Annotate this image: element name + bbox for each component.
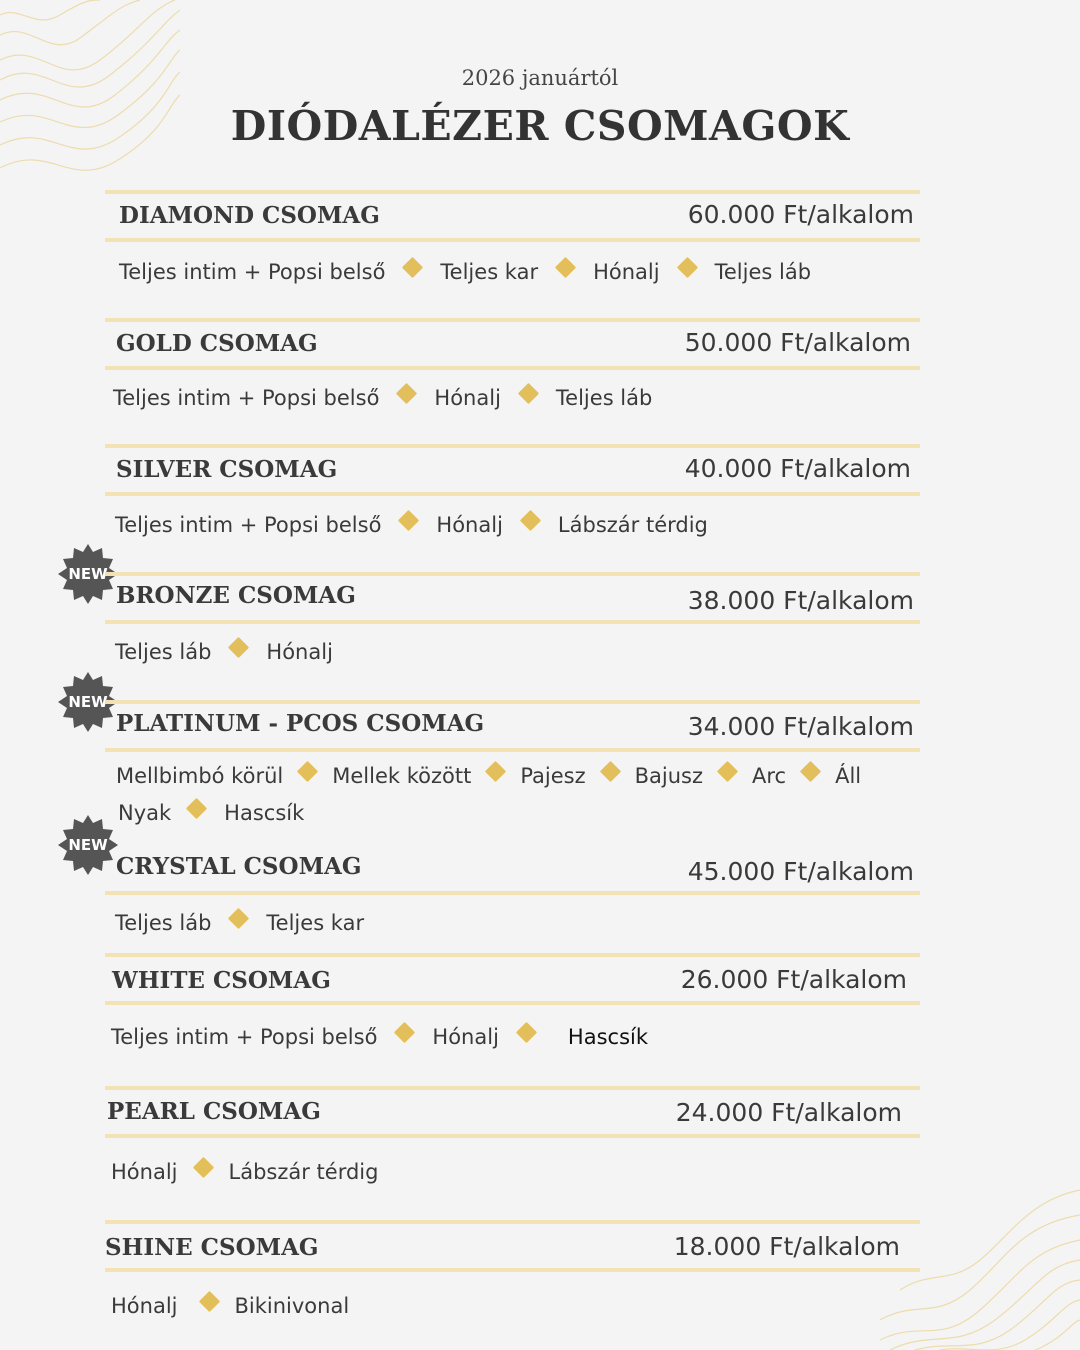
package-price: 34.000 Ft/alkalom — [687, 712, 914, 741]
package-pearl — [105, 1086, 920, 1184]
treatment-item: Arc — [752, 764, 787, 788]
treatment-item: Teljes intim + Popsi belső — [119, 260, 386, 284]
diamond-separator-icon — [398, 510, 419, 531]
package-items — [115, 513, 708, 537]
package-price: 60.000 Ft/alkalom — [687, 200, 914, 229]
treatment-item: Teljes láb — [115, 640, 212, 664]
package-price: 45.000 Ft/alkalom — [687, 857, 914, 886]
package-price: 40.000 Ft/alkalom — [684, 454, 911, 483]
package-header — [105, 190, 920, 242]
package-items — [115, 640, 333, 664]
package-name: BRONZE CSOMAG — [116, 582, 356, 609]
diamond-separator-icon — [516, 1022, 537, 1043]
diamond-separator-icon — [396, 383, 417, 404]
badge-label: NEW — [68, 836, 108, 854]
treatment-item: Teljes láb — [555, 386, 653, 410]
package-price: 24.000 Ft/alkalom — [675, 1098, 902, 1127]
package-name: PLATINUM - PCOS CSOMAG — [116, 710, 485, 737]
package-header — [105, 953, 920, 1005]
treatment-item: Lábszár térdig — [557, 513, 708, 537]
package-crystal — [105, 843, 920, 935]
treatment-item: Teljes kar — [266, 911, 365, 935]
package-header — [105, 572, 920, 624]
treatment-item: Nyak — [118, 801, 172, 825]
package-header — [105, 1086, 920, 1138]
treatment-item: Hónalj — [266, 640, 333, 664]
package-price: 38.000 Ft/alkalom — [687, 586, 914, 615]
package-name: DIAMOND CSOMAG — [119, 202, 380, 229]
treatment-item: Teljes intim + Popsi belső — [113, 386, 380, 410]
package-header — [105, 843, 920, 895]
diamond-separator-icon — [297, 761, 318, 782]
treatment-item: Hónalj — [436, 513, 503, 537]
package-items — [113, 386, 652, 410]
package-price: 50.000 Ft/alkalom — [684, 328, 911, 357]
treatment-item: Teljes kar — [440, 260, 539, 284]
treatment-item: Hónalj — [593, 260, 660, 284]
package-items — [111, 1025, 648, 1049]
treatment-item: Bajusz — [634, 764, 704, 788]
treatment-item: Hónalj — [111, 1294, 178, 1318]
package-price: 18.000 Ft/alkalom — [673, 1232, 900, 1261]
treatment-item: Bikinivonal — [234, 1294, 350, 1318]
package-silver — [105, 444, 920, 537]
package-header — [105, 318, 920, 370]
diamond-separator-icon — [402, 257, 423, 278]
diamond-separator-icon — [228, 637, 249, 658]
treatment-item: Teljes intim + Popsi belső — [111, 1025, 378, 1049]
treatment-item: Mellbimbó körül — [116, 764, 284, 788]
badge-label: NEW — [68, 565, 108, 583]
page-title: DIÓDALÉZER CSOMAGOK — [230, 102, 850, 150]
package-platinum-pcos — [105, 700, 920, 825]
package-name: PEARL CSOMAG — [107, 1098, 321, 1125]
badge-label: NEW — [68, 693, 108, 711]
diamond-separator-icon — [600, 761, 621, 782]
treatment-item: Mellek között — [332, 764, 472, 788]
diamond-separator-icon — [717, 761, 738, 782]
treatment-item: Teljes láb — [115, 911, 212, 935]
package-items — [116, 764, 916, 788]
diamond-separator-icon — [800, 761, 821, 782]
treatment-item: Lábszár térdig — [228, 1160, 379, 1184]
package-items — [115, 911, 364, 935]
package-diamond — [105, 190, 920, 284]
subtitle: 2026 januártól — [461, 66, 619, 90]
package-name: GOLD CSOMAG — [116, 330, 318, 357]
package-items — [111, 1160, 378, 1184]
treatment-item: Hónalj — [432, 1025, 499, 1049]
treatment-item: Teljes intim + Popsi belső — [115, 513, 382, 537]
diamond-separator-icon — [192, 1157, 213, 1178]
treatment-item: Pajesz — [520, 764, 586, 788]
treatment-item: Hónalj — [434, 386, 501, 410]
diamond-separator-icon — [485, 761, 506, 782]
package-name: CRYSTAL CSOMAG — [116, 853, 362, 880]
diamond-separator-icon — [677, 257, 698, 278]
package-header — [105, 444, 920, 496]
package-white — [105, 953, 920, 1049]
package-name: WHITE CSOMAG — [112, 967, 331, 994]
diamond-separator-icon — [520, 510, 541, 531]
treatment-item: Hascsík — [567, 1025, 649, 1049]
package-bronze — [105, 572, 920, 664]
package-items — [111, 1294, 349, 1318]
treatment-item: Hascsík — [224, 801, 305, 825]
wave-decoration-top-left — [0, 0, 180, 190]
diamond-separator-icon — [228, 908, 249, 929]
package-price: 26.000 Ft/alkalom — [680, 965, 907, 994]
diamond-separator-icon — [518, 383, 539, 404]
diamond-separator-icon — [394, 1022, 415, 1043]
package-header — [105, 700, 920, 752]
package-shine — [105, 1220, 920, 1318]
package-name: SILVER CSOMAG — [116, 456, 338, 483]
treatment-item: Hónalj — [111, 1160, 178, 1184]
package-items — [119, 260, 811, 284]
diamond-separator-icon — [555, 257, 576, 278]
diamond-separator-icon — [198, 1291, 219, 1312]
diamond-separator-icon — [186, 798, 207, 819]
package-name: SHINE CSOMAG — [105, 1234, 319, 1261]
treatment-item: Áll — [835, 764, 862, 788]
package-items-row-2 — [118, 801, 304, 825]
package-gold — [105, 318, 920, 410]
treatment-item: Teljes láb — [714, 260, 812, 284]
package-header — [105, 1220, 920, 1272]
